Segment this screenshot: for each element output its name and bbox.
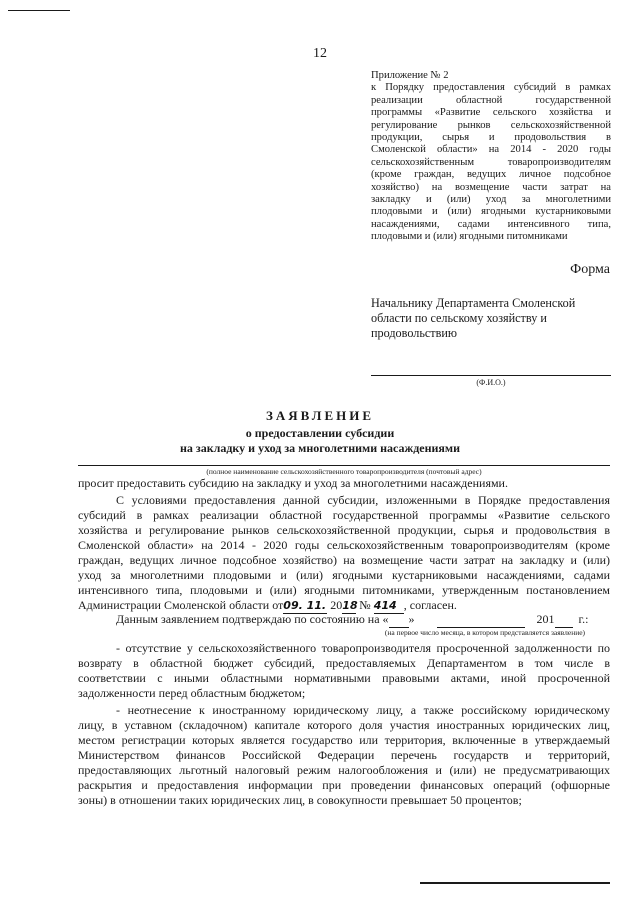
item-line: - отсутствие у сельскохозяйственного товаропроизводителя просроченной задолженности по bbox=[116, 641, 610, 655]
item-line: Министерством финансов Российской Федерации перечень государств и территорий, bbox=[78, 748, 610, 762]
item-line: возврату в областной бюджет субсидий, предоставляемых Департаментом в том числе в bbox=[78, 656, 610, 670]
annex-line: реализации областной государственной bbox=[371, 94, 611, 106]
paragraph-conditions bbox=[78, 493, 610, 614]
annex-line: закладку и (или) уход за многолетними bbox=[371, 194, 611, 206]
annex-line: продукции, сырья и продовольствия в bbox=[371, 132, 611, 144]
request-line bbox=[78, 476, 610, 491]
month-field[interactable] bbox=[437, 612, 525, 628]
item-line: лицу, в уставном (складочном) капитале которого доля участия иностранных юридических лиц, bbox=[78, 718, 610, 732]
paragraph-line: субсидий в рамках реализации областной государственной программы «Развитие сельского bbox=[78, 508, 610, 522]
annex-line: регулирование рынков сельскохозяйственной bbox=[371, 119, 611, 131]
annex-line: к Порядку предоставления субсидий в рамках bbox=[371, 82, 611, 94]
addressee-line: продовольствию bbox=[371, 326, 458, 340]
item-line: раскрытия и предоставления информации при проведении финансовых операций (офшорные bbox=[78, 778, 610, 792]
document-subtitle-1: о предоставлении субсидии bbox=[245, 426, 395, 440]
paragraph-line: хозяйства и регулирование рынков сельскохозяйственной продукции, сырья и продовольствия в bbox=[78, 523, 610, 537]
annex-line: Смоленской области» на 2014 - 2020 годы bbox=[371, 144, 611, 156]
paragraph-line: интенсивного типа, плодовыми и (или) ягодными питомниками, утвержденным постановлением bbox=[78, 583, 610, 597]
year-label: 201 bbox=[536, 612, 555, 626]
fio-field-line[interactable] bbox=[371, 375, 611, 376]
document-subtitle-2: на закладку и уход за многолетними насаждениями bbox=[179, 441, 461, 455]
addressee-block bbox=[371, 296, 611, 341]
annex-line: сельскохозяйственным товаропроизводителям bbox=[371, 156, 611, 168]
form-label: Форма bbox=[570, 262, 610, 277]
confirm-row bbox=[78, 612, 610, 628]
annex-line: программы «Развитие сельского хозяйства и bbox=[371, 107, 611, 119]
annex-line: насаждениями, садами интенсивного типа, bbox=[371, 218, 611, 230]
item-debt bbox=[78, 641, 610, 701]
addressee-line: области по сельскому хозяйству и bbox=[371, 311, 547, 325]
year-prefix: 20 bbox=[330, 598, 343, 612]
year-field[interactable] bbox=[555, 612, 573, 628]
annex-line: хозяйство) на возмещение части затрат на bbox=[371, 181, 611, 193]
year-suffix: г.: bbox=[578, 612, 589, 626]
confirm-line bbox=[78, 612, 610, 628]
resolution-prefix: Администрации Смоленской области от bbox=[78, 598, 284, 612]
document-title: ЗАЯВЛЕНИЕ bbox=[265, 408, 375, 423]
resolution-suffix: , согласен. bbox=[403, 598, 457, 612]
confirm-text: Данным заявлением подтверждаю по состоянию на « bbox=[116, 612, 389, 626]
quote-close: » bbox=[408, 612, 415, 626]
paragraph-line: Смоленской области» на 2014 - 2020 годы сельскохозяйственным товаропроизводителям (кроме bbox=[78, 538, 610, 552]
annex-line: плодовыми и (или) ягодными кустарниковыми bbox=[371, 206, 611, 218]
date-caption: (на первое число месяца, в котором представляется заявление) bbox=[384, 628, 586, 637]
item-line: соответствии с иными областными нормативными правовыми актами, иной просроченной bbox=[78, 671, 610, 685]
number-sign: № bbox=[359, 598, 371, 612]
handwritten-number[interactable]: 414 bbox=[374, 598, 404, 614]
paragraph-line: С условиями предоставления данной субсидии, изложенными в Порядке предоставления bbox=[116, 493, 610, 507]
item-line: предоставляющих льготный налоговый режим налогообложения и (или) не предусматривающих bbox=[78, 763, 610, 777]
item-line: местом регистрации которых является государство или территория, включенные в утверждаемый bbox=[78, 733, 610, 747]
applicant-name-line[interactable] bbox=[78, 465, 610, 466]
fio-caption: (Ф.И.О.) bbox=[476, 378, 506, 387]
item-line: задолженности перед областным бюджетом; bbox=[78, 686, 306, 700]
paragraph-line: уход за многолетними плодовыми и (или) ягодными кустарниковыми насаждениями, садами bbox=[78, 568, 610, 582]
bottom-rule bbox=[420, 882, 610, 884]
paragraph-line: граждан, ведущих личное подсобное хозяйство) на возмещение части затрат на закладку и (или) bbox=[78, 553, 610, 567]
handwritten-year[interactable]: 18 bbox=[342, 599, 358, 612]
item-foreign bbox=[78, 703, 610, 808]
annex-line: (кроме граждан, ведущих личное подсобное bbox=[371, 169, 611, 181]
addressee-line: Начальнику Департамента Смоленской bbox=[371, 296, 576, 310]
page-number: 12 bbox=[313, 46, 327, 61]
day-field[interactable] bbox=[389, 612, 409, 628]
item-line: - неотнесение к иностранному юридическому лицу, а также российскому юридическому bbox=[116, 703, 610, 717]
top-left-rule bbox=[8, 10, 70, 11]
request-text: просит предоставить субсидию на закладку и уход за многолетними насаждениями. bbox=[78, 476, 508, 490]
annex-title: Приложение № 2 bbox=[371, 70, 449, 81]
handwritten-date[interactable]: 09. 11. bbox=[283, 599, 327, 612]
annex-block bbox=[371, 70, 611, 244]
annex-line: плодовыми и (или) ягодными питомниками bbox=[371, 231, 568, 243]
applicant-caption: (полное наименование сельскохозяйственного товаропроизводителя (почтовый адрес) bbox=[206, 467, 482, 476]
item-line: зоны) в отношении таких юридических лиц, в совокупности превышает 50 процентов; bbox=[78, 793, 522, 807]
